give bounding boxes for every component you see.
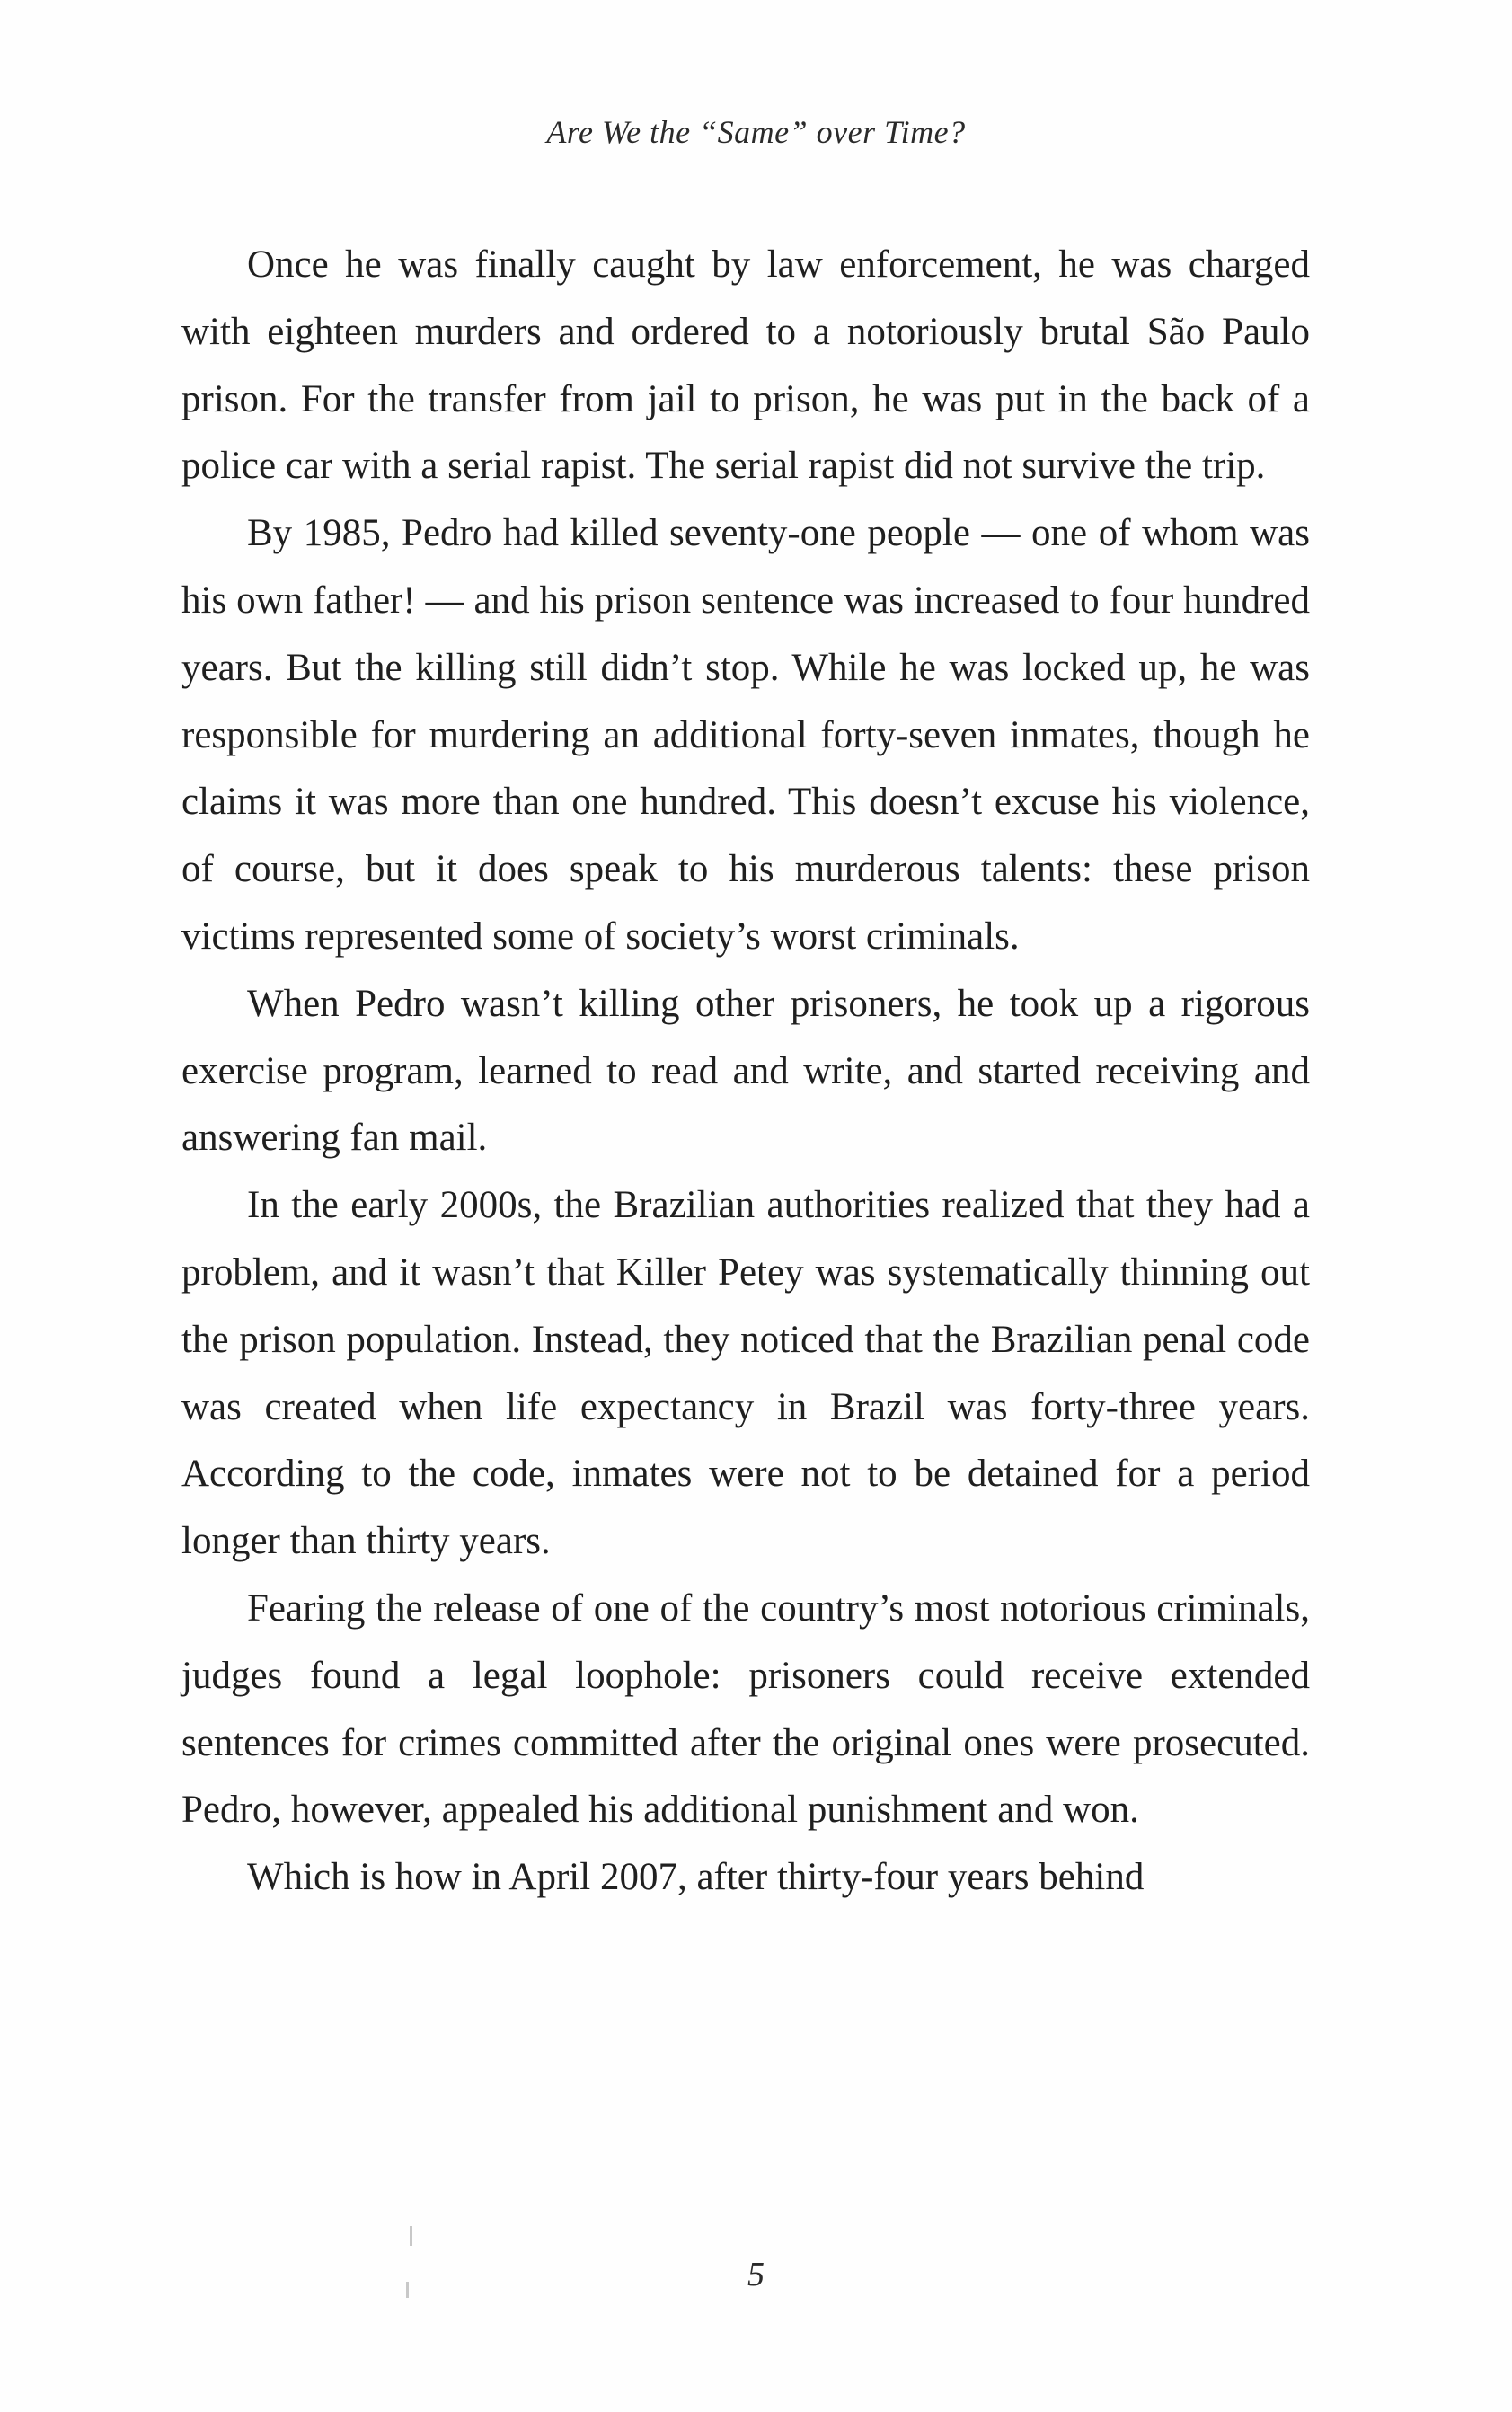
paragraph: When Pedro wasn’t killing other prisoners, he took up a rigorous exercise program, learned to read and write, and started receiving and answering fan mail. [181,982,1310,1160]
body-text [181,232,1310,1912]
paragraph: By 1985, Pedro had killed seventy-one people — one of whom was his own father! — and his prison sentence was increased to four hundred years. But the killing still didn’t stop. While he was locked up, he was responsible for murdering an additional forty-seven inmates, though he claims it was more than one hundred. This doesn’t excuse his violence, of course, but it does speak to his murderous talents: these prison victims represented some of society’s worst criminals. [181,512,1310,958]
page-number: 5 [747,2256,765,2293]
running-head: Are We the “Same” over Time? [546,114,966,150]
paragraph: Fearing the release of one of the country’s most notorious criminals, judges found a legal loophole: prisoners could receive extended sentences for crimes committed after the original ones were prosecuted. Pedro, however, appealed his additional punishment and won. [181,1586,1310,1832]
paragraph: Which is how in April 2007, after thirty-four years behind [247,1856,1145,1899]
paragraph: In the early 2000s, the Brazilian authorities realized that they had a problem, and it wasn’t that Killer Petey was systematically thinning out the prison population. Instead, they noticed that the Brazilian penal code was created when life expectancy in Brazil was forty-three years. According to the code, inmates were not to be detained for a period longer than thirty years. [181,1184,1310,1563]
scan-speck [410,2226,412,2246]
paragraph: Once he was finally caught by law enforcement, he was charged with eighteen murders and ordered to a notoriously brutal São Paulo prison. For the transfer from jail to prison, he was put in the back of a police car with a serial rapist. The serial rapist did not survive the trip. [181,243,1310,488]
